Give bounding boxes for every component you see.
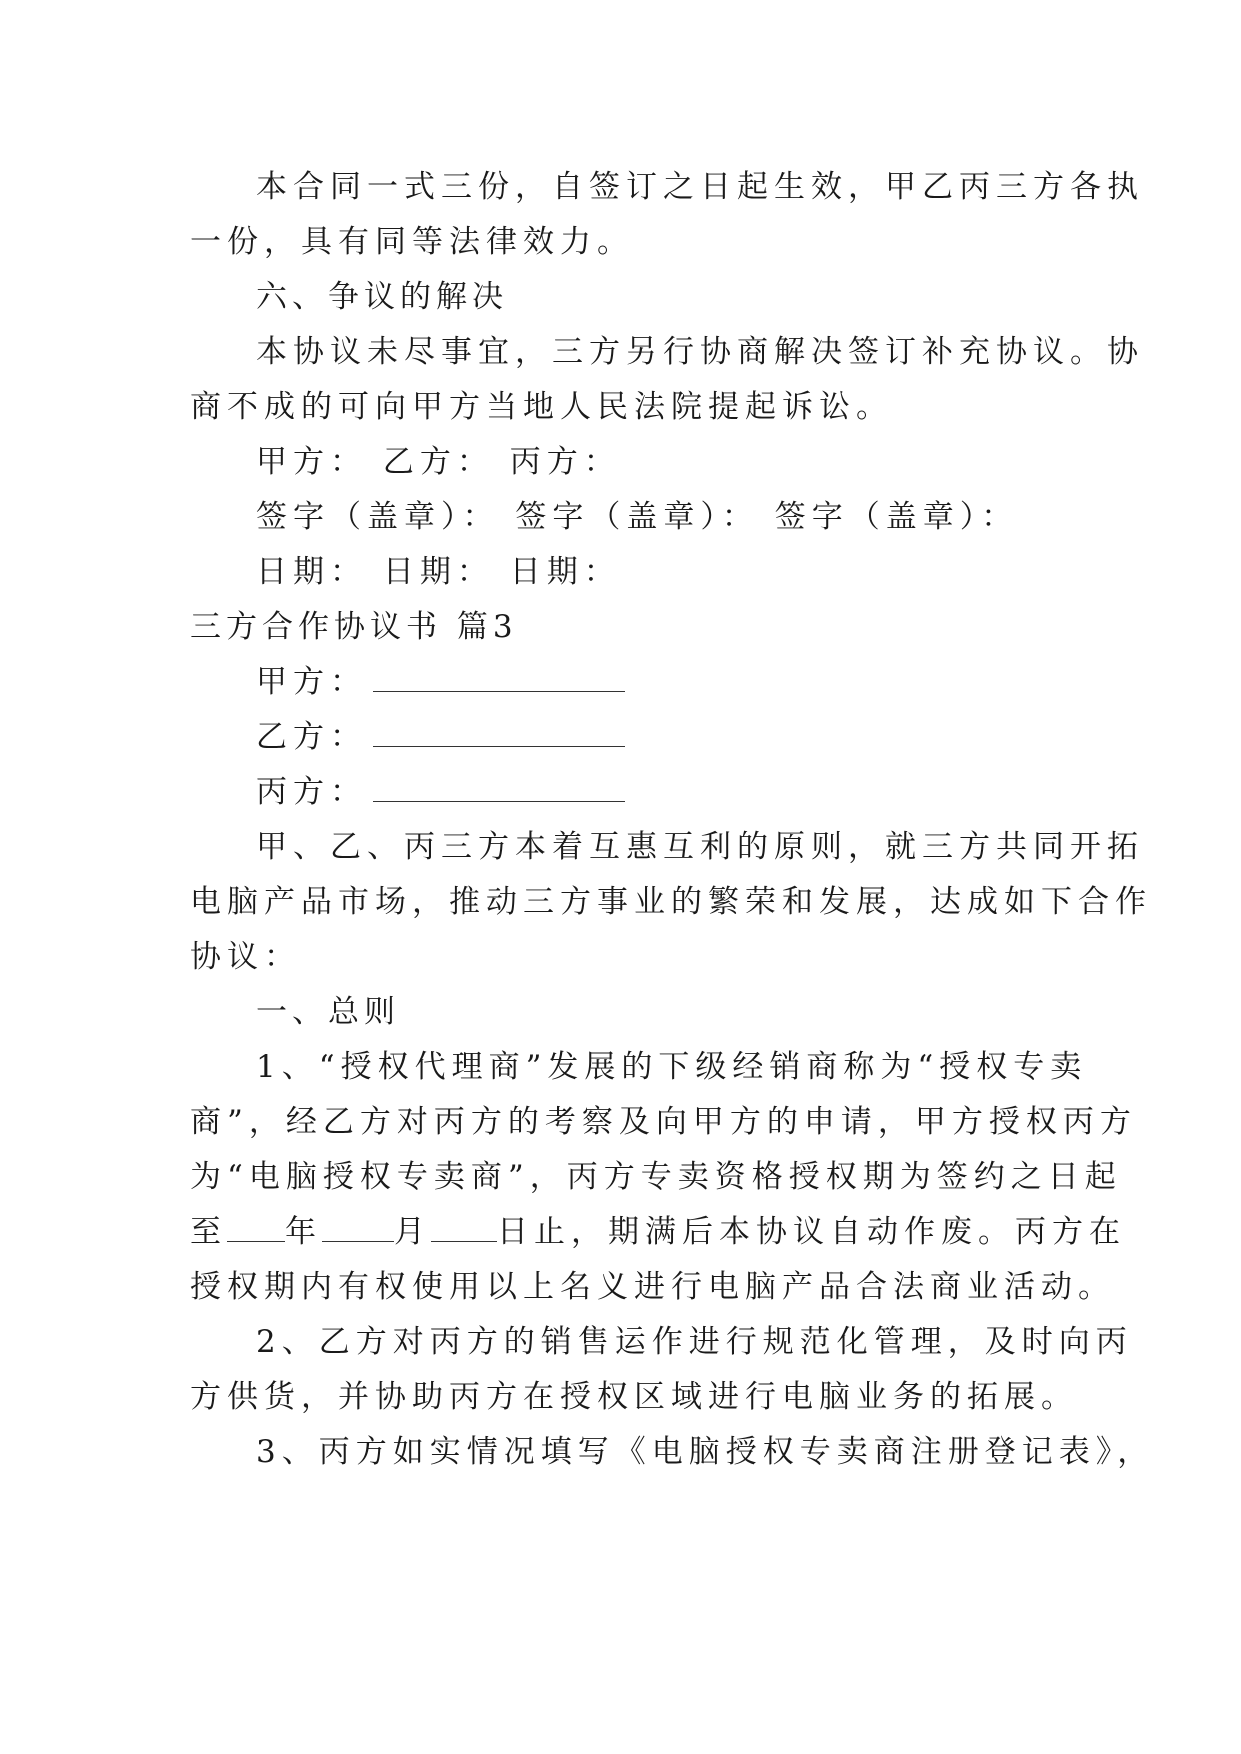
party-b-field [256, 717, 625, 757]
section-heading-general: 一、总则 [256, 994, 400, 1030]
paragraph-line: 方供货，并协助丙方在授权区域进行电脑业务的拓展。 [190, 1379, 1078, 1415]
signature-seal-line: 签字（盖章）： 签字（盖章）： 签字（盖章）： [256, 499, 1019, 535]
section-heading-dispute: 六、争议的解决 [256, 279, 508, 315]
paragraph-line: 本合同一式三份，自签订之日起生效，甲乙丙三方各执 [256, 169, 1144, 205]
paragraph-line: 甲、乙、丙三方本着互惠互利的原则，就三方共同开拓 [256, 829, 1144, 865]
term-prefix: 至 [190, 1214, 227, 1250]
article-title: 三方合作协议书 篇3 [190, 609, 518, 645]
party-a-label: 甲方： [256, 664, 367, 700]
paragraph-line: 1、“授权代理商”发展的下级经销商称为“授权专卖 [256, 1049, 1088, 1085]
paragraph-line: 2、乙方对丙方的销售运作进行规范化管理，及时向丙 [256, 1324, 1133, 1360]
day-blank [431, 1215, 497, 1242]
party-a-blank [373, 665, 625, 692]
party-b-blank [373, 720, 625, 747]
signature-date-line: 日期： 日期： 日期： [256, 554, 621, 590]
paragraph-line-term [190, 1212, 1126, 1252]
paragraph-line: 授权期内有权使用以上名义进行电脑产品合法商业活动。 [190, 1269, 1115, 1305]
party-c-field [256, 772, 625, 812]
signature-parties-line: 甲方： 乙方： 丙方： [256, 444, 621, 480]
paragraph-line: 一份，具有同等法律效力。 [190, 224, 634, 260]
party-c-blank [373, 775, 625, 802]
party-b-label: 乙方： [256, 719, 367, 755]
month-blank [322, 1215, 394, 1242]
month-label: 月 [394, 1214, 431, 1250]
paragraph-line: 协议： [190, 939, 301, 975]
year-label: 年 [285, 1214, 322, 1250]
party-a-field [256, 662, 625, 702]
paragraph-line: 本协议未尽事宜，三方另行协商解决签订补充协议。协 [256, 334, 1144, 370]
paragraph-line: 商”，经乙方对丙方的考察及向甲方的申请，甲方授权丙方 [190, 1104, 1137, 1140]
paragraph-line: 为“电脑授权专卖商”，丙方专卖资格授权期为签约之日起 [190, 1159, 1122, 1195]
paragraph-line: 电脑产品市场，推动三方事业的繁荣和发展，达成如下合作 [190, 884, 1152, 920]
term-suffix: 日止，期满后本协议自动作废。丙方在 [497, 1214, 1126, 1250]
party-c-label: 丙方： [256, 774, 367, 810]
year-blank [227, 1215, 285, 1242]
paragraph-line: 商不成的可向甲方当地人民法院提起诉讼。 [190, 389, 893, 425]
paragraph-line: 3、丙方如实情况填写《电脑授权专卖商注册登记表》， [256, 1434, 1155, 1470]
